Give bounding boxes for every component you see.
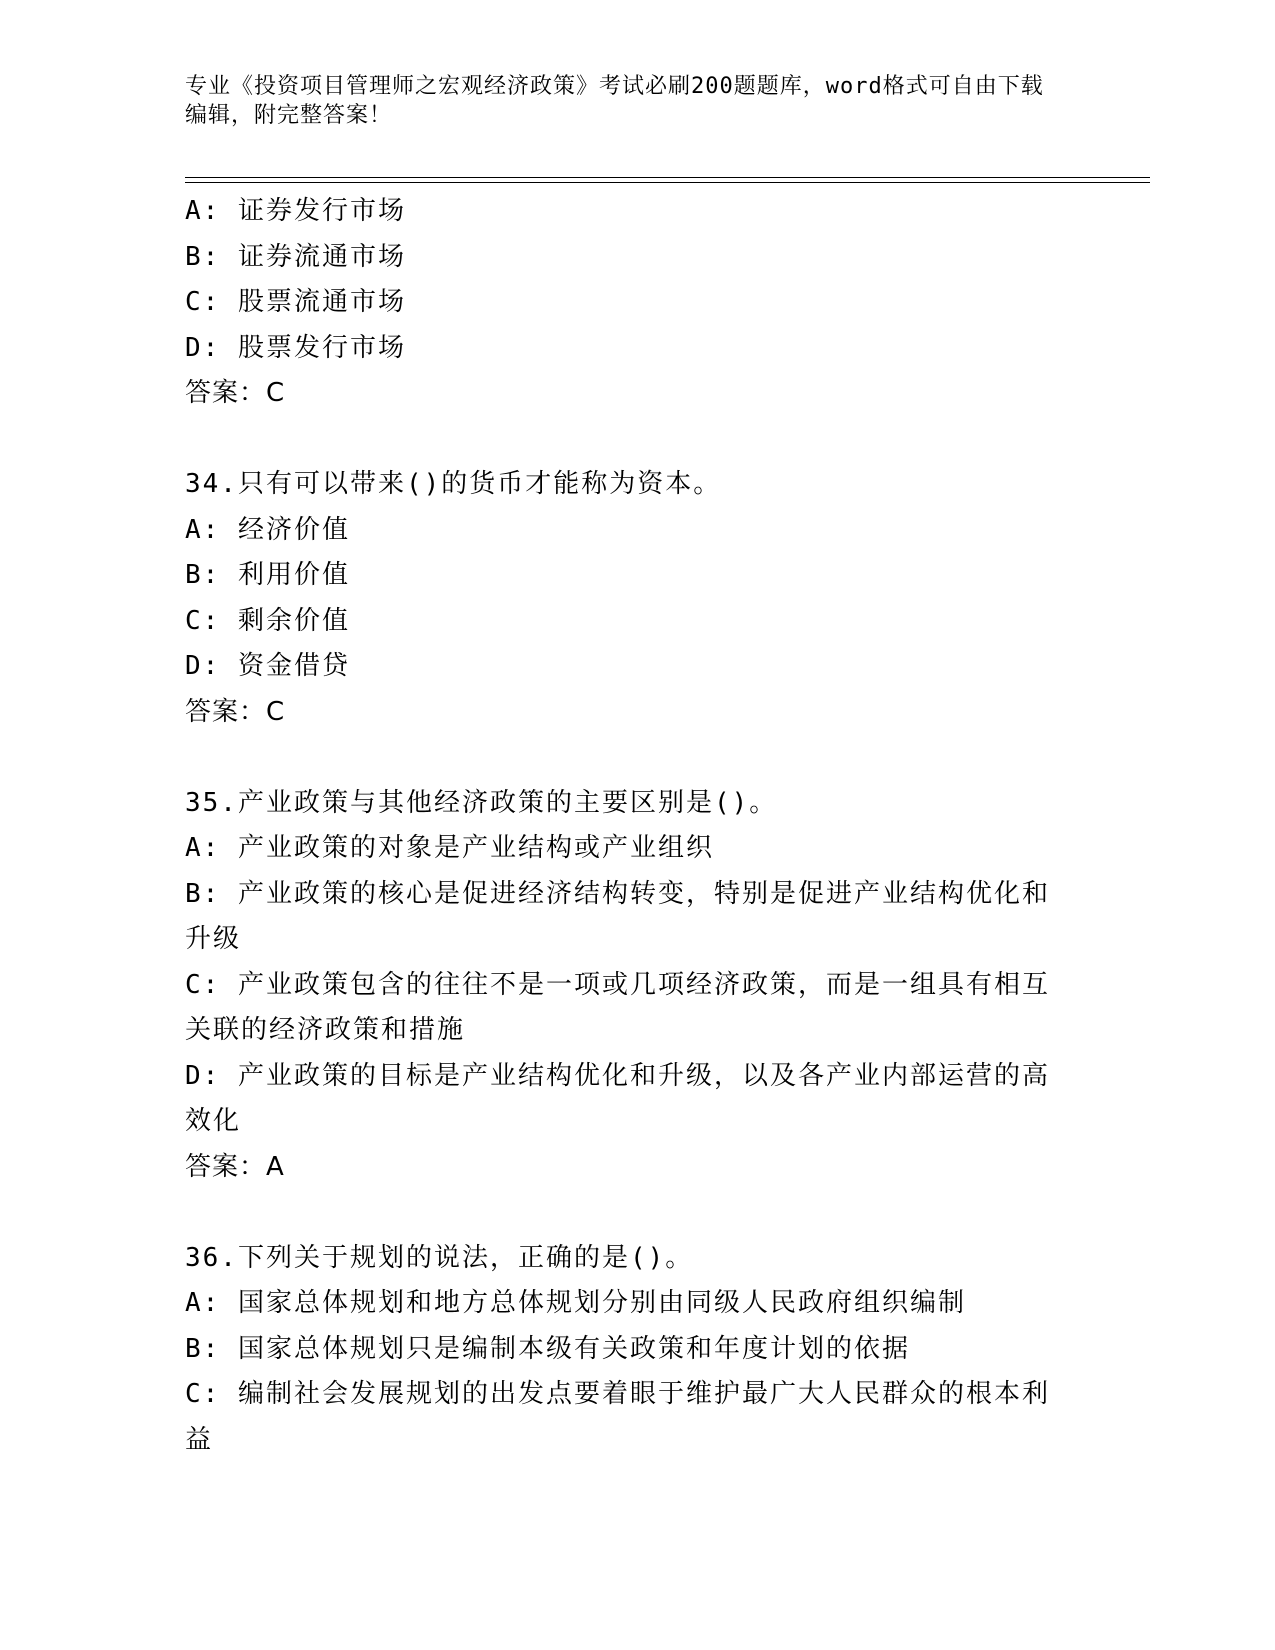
answer-line: 答案：C (185, 696, 286, 727)
option-d: D: 产业政策的目标是产业结构优化和升级，以及各产业内部运营的高效化 (185, 1060, 1050, 1136)
question-stem: 34.只有可以带来()的货币才能称为资本。 (185, 469, 722, 499)
question-36 (185, 1236, 1075, 1464)
option-b: B: 产业政策的核心是促进经济结构转变，特别是促进产业结构优化和升级 (185, 878, 1050, 954)
carryover-question (185, 189, 1075, 417)
question-34 (185, 462, 1075, 735)
option-a: A: 国家总体规划和地方总体规划分别由同级人民政府组织编制 (185, 1288, 966, 1318)
question-content (185, 189, 1075, 1463)
option-b: B: 利用价值 (185, 560, 350, 590)
option-c: C: 产业政策包含的往往不是一项或几项经济政策，而是一组具有相互关联的经济政策和措施 (185, 969, 1050, 1045)
header-rule-bottom (185, 182, 1150, 183)
option-a: A: 产业政策的对象是产业结构或产业组织 (185, 833, 714, 863)
question-35 (185, 781, 1075, 1191)
option-a: A: 证券发行市场 (185, 196, 406, 226)
document-header: 专业《投资项目管理师之宏观经济政策》考试必刷200题题库，word格式可自由下载编辑，附完整答案！ (185, 74, 1044, 128)
option-a: A: 经济价值 (185, 514, 350, 545)
answer-line: 答案：A (185, 1151, 285, 1182)
option-c: C: 剩余价值 (185, 605, 350, 636)
option-b: B: 国家总体规划只是编制本级有关政策和年度计划的依据 (185, 1333, 910, 1364)
option-c: C: 股票流通市场 (185, 287, 406, 317)
option-d: D: 资金借贷 (185, 651, 350, 681)
option-c: C: 编制社会发展规划的出发点要着眼于维护最广大人民群众的根本利益 (185, 1379, 1050, 1455)
option-b: B: 证券流通市场 (185, 241, 406, 272)
header-rule-top (185, 177, 1150, 178)
question-stem: 36.下列关于规划的说法，正确的是()。 (185, 1242, 694, 1273)
option-d: D: 股票发行市场 (185, 332, 406, 363)
question-stem: 35.产业政策与其他经济政策的主要区别是()。 (185, 787, 778, 818)
answer-line: 答案：C (185, 378, 286, 408)
